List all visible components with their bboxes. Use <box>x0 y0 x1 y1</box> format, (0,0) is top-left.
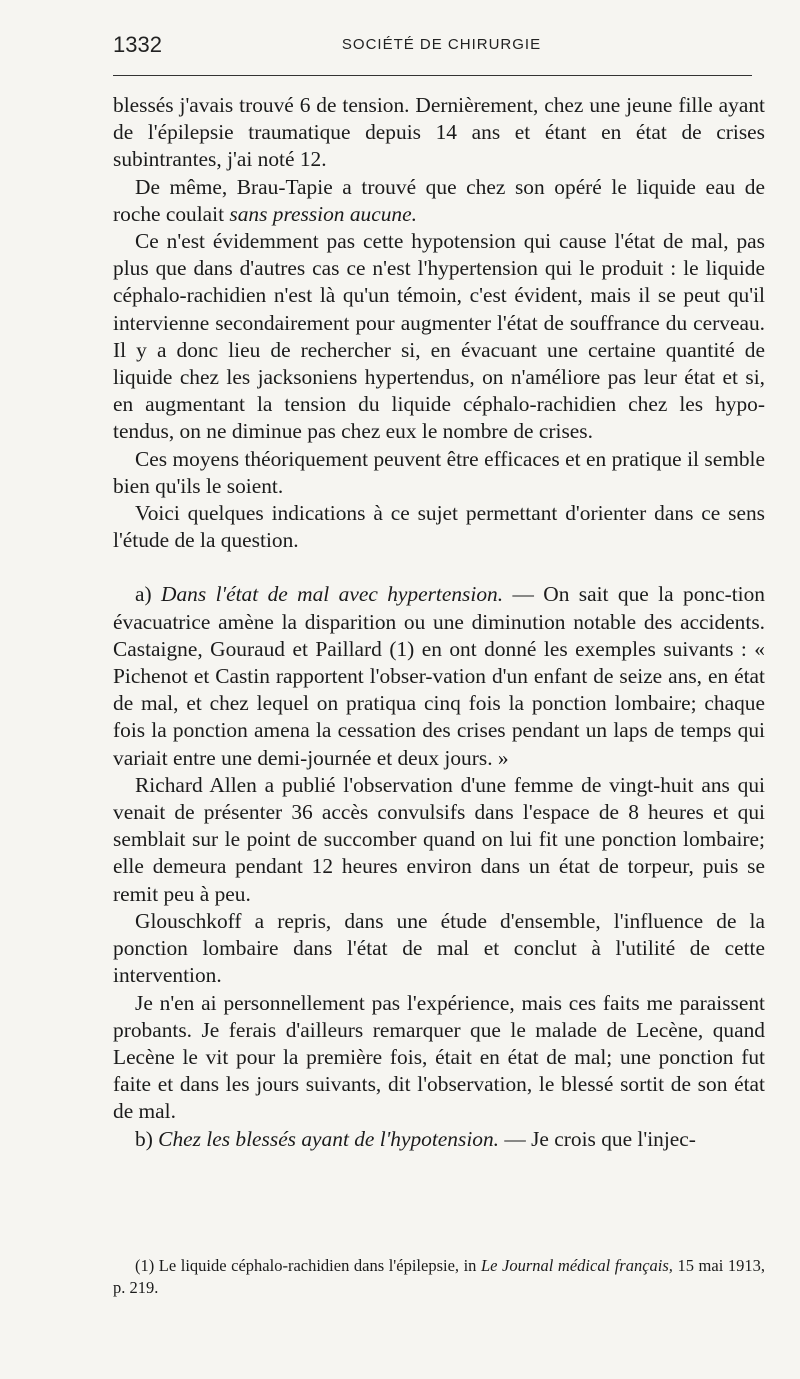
running-title: SOCIÉTÉ DE CHIRURGIE <box>341 36 542 53</box>
body-text <box>113 92 765 1153</box>
page-header <box>113 30 770 64</box>
paragraph-6 <box>113 581 765 771</box>
paragraph-10-text: — Je crois que l'injec- <box>499 1126 696 1151</box>
paragraph-6-text: — On sait que la ponc-tion évacuatrice amène la disparition ou une diminution notable des accidents. Castaigne, Gouraud et Paillard (1) en ont donné les exemples suivants : « Pichenot et Castin rapportent l'obser-vation d'un enfant de seize ans, en état de mal, et chez lequel on pratiqua cinq fois la ponction lombaire; chaque fois la ponction amena la cessation des crises pendant un laps de temps qui variait entre une demi-journée et deux jours. » <box>113 582 765 770</box>
section-b-heading: Chez les blessés ayant de l'hypotension. <box>158 1126 500 1151</box>
paragraph-9: Je n'en ai personnellement pas l'expérience, mais ces faits me paraissent probants. Je ferais d'ailleurs remarquer que le malade de Lecène, quand Lecène le vit pour la première fois, était en état de mal; une ponction fut faite et dans les jours suivants, dit l'observation, le blessé sortit de son état de mal. <box>113 990 765 1124</box>
paragraph-2-text: De même, Brau-Tapie a trouvé que chez son opéré le liquide eau de roche coulait <box>113 174 765 226</box>
footnote <box>113 1255 765 1299</box>
paragraph-1: blessés j'avais trouvé 6 de tension. Dernièrement, chez une jeune fille ayant de l'épilepsie traumatique depuis 14 ans et étant en état de crises subintrantes, j'ai noté 12. <box>113 93 765 172</box>
paragraph-7: Richard Allen a publié l'observation d'une femme de vingt-huit ans qui venait de présenter 36 accès convulsifs dans l'espace de 8 heures et qui semblait sur le point de succomber quand on lui fit une ponction lombaire; elle demeura pendant 12 heures environ dans un état de torpeur, puis se remit peu à peu. <box>113 772 765 906</box>
page-number: 1332 <box>113 32 162 57</box>
footnote-text-end: 15 mai 1913, p. 219. <box>113 1256 765 1297</box>
section-b-label: b) <box>135 1126 159 1151</box>
paragraph-4: Ces moyens théoriquement peuvent être efficaces et en pratique il semble bien qu'ils le soient. <box>113 446 765 498</box>
paragraph-8: Glouschkoff a repris, dans une étude d'ensemble, l'influence de la ponction lombaire dans l'état de mal et conclut à l'utilité de cette intervention. <box>113 908 765 988</box>
section-a-label: a) <box>135 582 162 607</box>
paragraph-5: Voici quelques indications à ce sujet permettant d'orienter dans ce sens l'étude de la question. <box>113 501 765 553</box>
footnote-journal: Le Journal médical français, <box>480 1256 673 1275</box>
paragraph-10 <box>113 1126 765 1153</box>
paragraph-3: Ce n'est évidemment pas cette hypotension qui cause l'état de mal, pas plus que dans d'autres cas ce n'est l'hypertension qui le produit : le liquide céphalo-rachidien n'est là qu'un témoin, c'est évident, mais il se peut qu'il intervienne secondairement pour augmenter l'état de souffrance du cerveau. Il y a donc lieu de rechercher si, en évacuant une certaine quantité de liquide chez les jacksoniens hypertendus, on n'améliore pas leur état et si, en augmentant la tension du liquide céphalo-rachidien chez les hypo-tendus, on ne diminue pas chez eux le nombre de crises. <box>113 229 765 444</box>
footnote-1 <box>113 1255 765 1299</box>
header-rule <box>113 75 752 76</box>
footnote-text: (1) Le liquide céphalo-rachidien dans l'épilepsie, in <box>135 1256 481 1275</box>
paragraph-2-italic: sans pression aucune. <box>229 201 417 226</box>
paragraph-2 <box>113 174 765 228</box>
section-a-heading: Dans l'état de mal avec hypertension. <box>161 582 504 607</box>
